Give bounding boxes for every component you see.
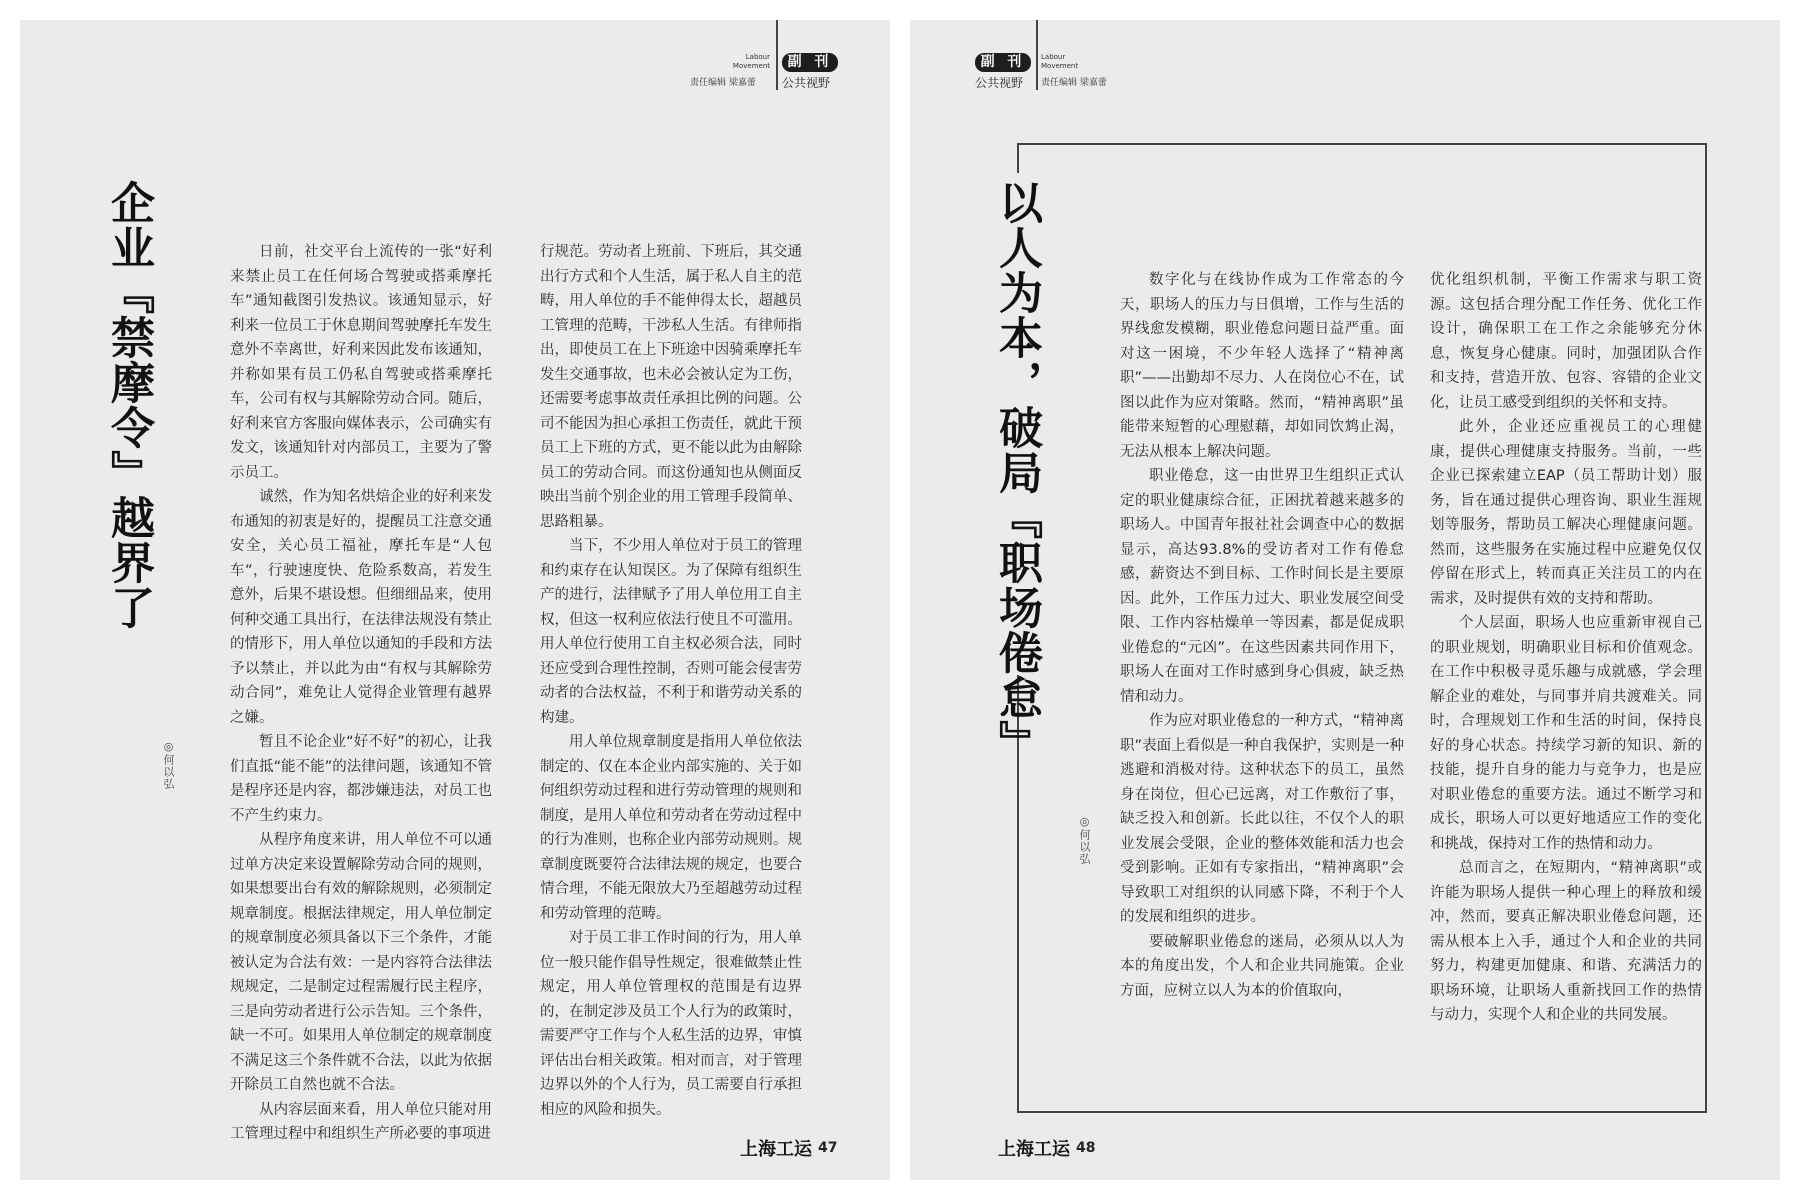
page-footer: [740, 1137, 837, 1159]
page-number: 48: [1076, 1140, 1096, 1156]
paragraph: 用人单位规章制度是指用人单位依法制定的、仅在本企业内部实施的、关于如何组织劳动过程和进行劳动管理的规则和制度，是用人单位和劳动者在劳动过程中的行为准则，也称企业内部劳动规则。规章制度既要符合法律法规的规定，也要合情合理，不能无限放大乃至超越劳动过程和劳动管理的范畴。: [540, 734, 802, 922]
paragraph: 从程序角度来讲，用人单位不可以通过单方决定来设置解除劳动合同的规则，如果想要出台有效的解除规则，必须制定规章制度。根据法律规定，用人单位制定的规章制度必须具备以下三个条件，才能被认定为合法有效：一是内容符合法律法规规定，二是制定过程需履行民主程序，三是向劳动者进行公示告知。三个条件，缺一不可。如果用人单位制定的规章制度不满足这三个条件就不合法，以此为依据开除员工自然也就不合法。: [230, 832, 492, 1093]
paragraph: 作为应对职业倦怠的一种方式，“精神离职”表面上看似是一种自我保护，实则是一种逃避和消极对待。这种状态下的员工，虽然身在岗位，但心已远离，对工作敷衍了事，缺乏投入和创新。长此以往，不仅个人的职业发展会受限，企业的整体效能和活力也会受到影响。正如有专家指出，“精神离职”会导致职工对组织的认同感下降，不利于个人的发展和组织的进步。: [1120, 713, 1404, 925]
header-en-line1: Labour: [1041, 53, 1066, 61]
article-column-2: [1430, 268, 1702, 1028]
article-title: 以人为本，破局『职场倦怠』: [991, 180, 1042, 765]
paragraph: 诚然，作为知名烘焙企业的好利来发布通知的初衷是好的，提醒员工注意交通安全，关心员工福祉，摩托车是“人包车”，行驶速度快、危险系数高，若发生意外，后果不堪设想。但细细品来，使用何种交通工具出行，在法律法规没有禁止的情形下，用人单位以通知的手段和方法予以禁止，并以此为由“有权与其解除劳动合同”，难免让人觉得企业管理有越界之嫌。: [230, 489, 492, 726]
article-column-1: [230, 240, 492, 1147]
right-page-header: [910, 20, 1780, 90]
magazine-logo: 上海工运: [998, 1139, 1070, 1160]
left-page: [20, 20, 890, 1180]
left-page-header: [20, 20, 890, 90]
header-en-line2: Movement: [1041, 62, 1079, 70]
right-page: [910, 20, 1780, 1180]
paragraph: 对于员工非工作时间的行为，用人单位一般只能作倡导性规定，很难做禁止性规定，用人单位管理权的范围是有边界的，在制定涉及员工个人行为的政策时，需要严守工作与个人私生活的边界，审慎评估出台相关政策。相对而言，对于管理边界以外的个人行为，员工需要自行承担相应的风险和损失。: [540, 930, 802, 1118]
supplement-badge: 副 刊: [975, 53, 1031, 72]
article-column-2: [540, 240, 802, 1122]
header-en-line2: Movement: [732, 62, 770, 70]
article-column-1: [1120, 268, 1404, 1003]
header-english: [730, 53, 770, 71]
paragraph: 职业倦怠，这一由世界卫生组织正式认定的职业健康综合征，正困扰着越来越多的职场人。中国青年报社社会调查中心的数据显示，高达93.8%的受访者对工作有倦怠感，薪资达不到目标、工作时间长是主要原因。此外，工作压力过大、职业发展空间受限、工作内容枯燥单一等因素，都是促成职业倦怠的“元凶”。在这些因素共同作用下，职场人在面对工作时感到身心俱疲，缺乏热情和动力。: [1120, 468, 1404, 705]
header-divider: [776, 20, 778, 90]
paragraph: 总而言之，在短期内，“精神离职”或许能为职场人提供一种心理上的释放和缓冲，然而，要真正解决职业倦怠问题，还需从根本上入手，通过个人和企业的共同努力，构建更加健康、和谐、充满活力的职场环境，让职场人重新找回工作的热情与动力，实现个人和企业的共同发展。: [1430, 860, 1702, 1023]
header-english: [1041, 53, 1078, 71]
supplement-badge: 副 刊: [782, 53, 838, 72]
paragraph: 日前，社交平台上流传的一张“好利来禁止员工在任何场合驾驶或搭乘摩托车”通知截图引发热议。该通知显示，好利来一位员工于休息期间驾驶摩托车发生意外不幸离世，好利来因此发布该通知，并称如果有员工仍私自驾驶或搭乘摩托车，公司有权与其解除劳动合同。随后，好利来官方客服向媒体表示，公司确实有发文，该通知针对内部员工，主要为了警示员工。: [230, 244, 492, 481]
paragraph: 当下，不少用人单位对于员工的管理和约束存在认知误区。为了保障有组织生产的进行，法律赋予了用人单位用工自主权，但这一权利应依法行使且不可滥用。用人单位行使用工自主权必须合法，同时还应受到合理性控制，否则可能会侵害劳动者的合法权益，不利于和谐劳动关系的构建。: [540, 538, 802, 726]
paragraph: 数字化与在线协作成为工作常态的今天，职场人的压力与日俱增，工作与生活的界线愈发模糊，职业倦怠问题日益严重。面对这一困境，不少年轻人选择了“精神离职”——出勤却不尽力、人在岗位心不在，试图以此作为应对策略。然而，“精神离职”虽能带来短暂的心理慰藉，却如同饮鸩止渴，无法从根本上解决问题。: [1120, 272, 1404, 460]
paragraph: 此外，企业还应重视员工的心理健康，提供心理健康支持服务。当前，一些企业已探索建立EAP（员工帮助计划）服务，旨在通过提供心理咨询、职业生涯规划等服务，帮助员工解决心理健康问题。然而，这些服务在实施过程中应避免仅仅停留在形式上，转而真正关注员工的内在需求，及时提供有效的支持和帮助。: [1430, 419, 1702, 607]
article-byline: ◎何以弘: [1078, 815, 1091, 865]
article-title: 企业『禁摩令』越界了: [103, 180, 154, 630]
magazine-logo: 上海工运: [740, 1139, 812, 1160]
paragraph: 优化组织机制，平衡工作需求与职工资源。这包括合理分配工作任务、优化工作设计，确保职工在工作之余能够充分休息，恢复身心健康。同时，加强团队合作和支持，营造开放、包容、容错的企业文化，让员工感受到组织的关怀和支持。: [1430, 272, 1702, 411]
header-en-line1: Labour: [745, 53, 770, 61]
header-section: 公共视野: [782, 76, 831, 90]
frame-line: [1017, 143, 1707, 145]
frame-line: [1017, 1111, 1707, 1113]
paragraph: 暂且不论企业“好不好”的初心，让我们直抵“能不能”的法律问题，该通知不管是程序还是内容，都涉嫌违法，对员工也不产生约束力。: [230, 734, 492, 824]
header-editor: 责任编辑 梁嘉蕾: [690, 78, 756, 88]
paragraph: 个人层面，职场人也应重新审视自己的职业规划，明确职业目标和价值观念。在工作中积极寻觅乐趣与成就感，学会理解企业的难处，与同事并肩共渡难关。同时，合理规划工作和生活的时间，保持良好的身心状态。持续学习新的知识、新的技能，提升自身的能力与竞争力，也是应对职业倦怠的重要方法。通过不断学习和成长，职场人可以更好地适应工作的变化和挑战，保持对工作的热情和动力。: [1430, 615, 1702, 852]
article-byline: ◎何以弘: [162, 740, 175, 790]
header-section: 公共视野: [975, 76, 1024, 90]
page-number: 47: [818, 1140, 838, 1156]
paragraph: 行规范。劳动者上班前、下班后，其交通出行方式和个人生活，属于私人自主的范畴，用人单位的手不能伸得太长，超越员工管理的范畴，干涉私人生活。有律师指出，即使员工在上下班途中因骑乘摩托车发生交通事故，也未必会被认定为工伤，还需要考虑事故责任承担比例的问题。公司不能因为担心承担工伤责任，就此干预员工上下班的方式，更不能以此为由解除员工的劳动合同。而这份通知也从侧面反映出当前个别企业的用工管理手段简单、思路粗暴。: [540, 244, 802, 530]
frame-line: [1705, 143, 1707, 1113]
paragraph: 要破解职业倦怠的迷局，必须从以人为本的角度出发，个人和企业共同施策。企业方面，应树立以人为本的价值取向，: [1120, 933, 1404, 999]
paragraph: 从内容层面来看，用人单位只能对用工管理过程中和组织生产所必要的事项进: [230, 1101, 492, 1142]
frame-line: [1017, 143, 1019, 173]
header-divider: [1036, 20, 1038, 90]
header-editor: 责任编辑 梁嘉蕾: [1041, 78, 1107, 88]
page-footer: [998, 1137, 1095, 1159]
